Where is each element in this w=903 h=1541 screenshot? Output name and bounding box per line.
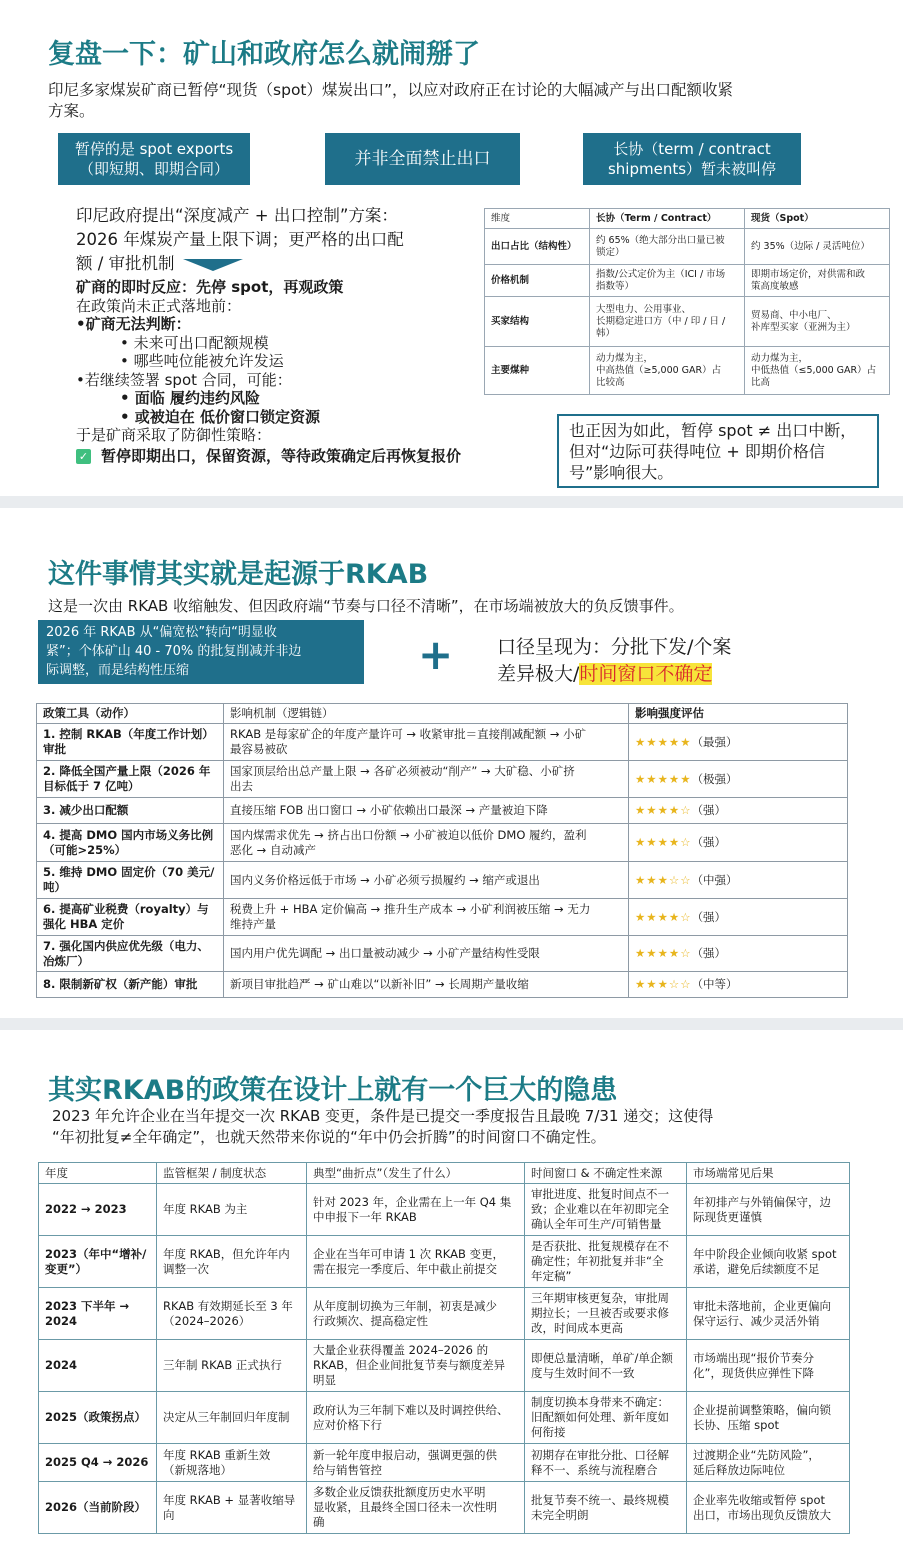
table-cell: 审批未落地前，企业更偏向 保守运行、减少灵活外销 [687,1288,850,1340]
table-row [39,1236,850,1288]
table-cell: 企业在当年可申请 1 次 RKAB 变更， 需在报完一季度后、年中截止前提交 [307,1236,525,1288]
table-cell: 4. 提高 DMO 国内市场义务比例 （可能>25%） [37,824,224,862]
table-row [37,936,848,972]
table-cell: 制度切换本身带来不确定： 旧配额如何处理、新年度如 何衔接 [525,1392,687,1444]
table-cell: 5. 维持 DMO 固定价（70 美元/ 吨） [37,862,224,899]
table-cell: 1. 控制 RKAB（年度工作计划） 审批 [37,724,224,761]
table-row [37,724,848,761]
table-row [39,1482,850,1534]
rkab-timeline-table [38,1162,850,1534]
table-cell: 大量企业获得覆盖 2024–2026 的 RKAB，但企业间批复节奏与额度差异 明显 [307,1340,525,1392]
section-rkab-origin [0,508,903,1018]
star-rating-icon: ★★★☆☆ [635,977,692,991]
table-cell: 市场端出现“报价节奏分 化”，现货供应弹性下降 [687,1340,850,1392]
table-cell: 约 35%（边际 / 灵活吨位） [745,229,890,265]
table-cell: 动力煤为主， 中高热值（≥5,000 GAR）占 比较高 [590,347,745,395]
table-header: 时间窗口 & 不确定性来源 [525,1163,687,1184]
star-rating-icon: ★★★★☆ [635,909,692,924]
table-cell: 年中阶段企业倾向收紧 spot 承诺，避免后续额度不足 [687,1236,850,1288]
down-arrow-icon [183,259,243,271]
table-cell: 贸易商、中小电厂、 补库型买家（亚洲为主） [745,297,890,347]
not-full-ban-box: 并非全面禁止出口 [325,133,520,185]
rating-label: （强） [691,803,727,817]
table-cell: 2025（政策拐点） [39,1392,157,1444]
list-item: • 未来可出口配额规模 [120,333,269,352]
list-item: 2026 年煤炭产量上限下调；更严格的出口配 [76,230,404,249]
table-cell: 三年期审核更复杂，审批周 期拉长；一旦被否或要求修 改，时间成本更高 [525,1288,687,1340]
table-header: 典型“曲折点”（发生了什么） [307,1163,525,1184]
table-header: 年度 [39,1163,157,1184]
table-cell: 多数企业反馈获批额度历史水平明 显收紧，且最终全国口径未一次性明 确 [307,1482,525,1534]
table-cell: 指数/公式定价为主（ICI / 市场 指数等） [590,265,745,297]
star-rating-icon: ★★★★☆ [635,946,692,960]
table-row [37,761,848,798]
table-cell: 出口占比（结构性） [485,229,590,265]
term-vs-spot-table [484,208,890,395]
table-row [37,798,848,824]
table-cell: 年初排产与外销偏保守，边 际现货更谨慎 [687,1184,850,1236]
table-row [37,972,848,998]
term-not-halted-box: 长协（term / contract shipments）暂未被叫停 [583,133,801,185]
table-cell: 过渡期企业“先防风险”， 延后释放边际吨位 [687,1444,850,1482]
table-cell: 审批进度、批复时间点不一 致；企业难以在年初即完全 确认全年可生产/可销售量 [525,1184,687,1236]
table-cell: 针对 2023 年，企业需在上一年 Q4 集 中申报下一年 RKAB [307,1184,525,1236]
table-row [39,1392,850,1444]
table-cell: 新一轮年度申报启动，强调更强的供 给与销售管控 [307,1444,525,1482]
table-header: 影响机制（逻辑链） [224,704,629,724]
rkab-tightening-box: 2026 年 RKAB 从“偏宽松”转向“明显收 紧”；个体矿山 40 - 70% 的批复削减并非边 际调整，而是结构性压缩 [38,620,364,684]
table-cell: 国家顶层给出总产量上限 → 各矿必须被动“削产” → 大矿稳、小矿挤 出去 [224,761,629,798]
table-row [37,824,848,862]
rating-cell [629,761,848,798]
table-header: 市场端常见后果 [687,1163,850,1184]
table-row [485,265,890,297]
intro-text: 这是一次由 RKAB 收缩触发、但因政府端“节奏与口径不清晰”，在市场端被放大的负反馈事件。 [48,597,684,615]
table-row [39,1288,850,1340]
table-cell: RKAB 是每家矿企的年度产量许可 → 收紧审批＝直接削减配额 → 小矿 最容易被砍 [224,724,629,761]
table-cell: 2026（当前阶段） [39,1482,157,1534]
table-cell: 2022 → 2023 [39,1184,157,1236]
table-cell: 三年制 RKAB 正式执行 [157,1340,307,1392]
list-item: 暂停即期出口，保留资源，等待政策确定后再恢复报价 [101,446,462,465]
table-cell: 直接压缩 FOB 出口窗口 → 小矿依赖出口最深 → 产量被迫下降 [224,798,629,824]
table-cell: 2023 下半年 → 2024 [39,1288,157,1340]
rating-cell [629,798,848,824]
list-item: 额 / 审批机制 [76,254,175,273]
table-header: 政策工具（动作） [37,704,224,724]
rating-cell [629,862,848,899]
table-cell: 国内用户优先调配 → 出口量被动减少 → 小矿产量结构性受限 [224,936,629,972]
rating-label: （强） [691,909,727,924]
section-title: 其实RKAB的政策在设计上就有一个巨大的隐患 [48,1075,618,1106]
table-cell: 即便总量清晰，单矿/单企额 度与生效时间不一致 [525,1340,687,1392]
table-row [37,862,848,899]
list-item: • 面临 履约违约风险 [120,389,261,407]
table-header: 现货（Spot） [745,209,890,229]
section-title: 这件事情其实就是起源于RKAB [48,559,429,590]
table-cell: 约 65%（绝大部分出口量已被 锁定） [590,229,745,265]
table-row [39,1340,850,1392]
table-cell: 年度 RKAB，但允许年内 调整一次 [157,1236,307,1288]
list-item: 印尼政府提出“深度减产 + 出口控制”方案： [76,206,398,225]
list-item: •若继续签署 spot 合同，可能： [76,370,292,389]
table-cell: 2. 降低全国产量上限（2026 年 目标低于 7 亿吨） [37,761,224,798]
rating-cell [629,936,848,972]
table-row [485,229,890,265]
list-item: 矿商的即时反应：先停 spot，再观政策 [76,278,344,296]
section-title: 复盘一下：矿山和政府怎么就闹掰了 [48,39,480,70]
caliber-line-2 [497,661,712,688]
checkmark-icon: ✓ [76,449,91,464]
star-rating-icon: ★★★☆☆ [635,872,692,887]
table-row [37,899,848,936]
table-row [485,297,890,347]
table-cell: 新项目审批趋严 → 矿山难以“以新补旧” → 长周期产量收缩 [224,972,629,998]
conclusion-callout: 也正因为如此，暂停 spot ≠ 出口中断， 但对“边际可获得吨位 + 即期价格信 号”影响很大。 [557,414,879,488]
table-header: 影响强度评估 [629,704,848,724]
caliber-line-1: 口径呈现为：分批下发/个案 [497,636,732,658]
policy-tools-table [36,703,848,998]
table-cell: RKAB 有效期延长至 3 年 （2024–2026） [157,1288,307,1340]
rating-cell [629,972,848,998]
table-cell: 初期存在审批分批、口径解 释不一、系统与流程磨合 [525,1444,687,1482]
list-item: • 哪些吨位能被允许发运 [120,352,284,370]
star-rating-icon: ★★★★★ [635,771,692,786]
table-cell: 税费上升 + HBA 定价偏高 → 推升生产成本 → 小矿利润被压缩 → 无力 维持产量 [224,899,629,936]
section-dispute-review [0,0,903,496]
table-cell: 国内煤需求优先 → 挤占出口份额 → 小矿被迫以低价 DMO 履约，盈利 恶化 → 自动减产 [224,824,629,862]
table-cell: 主要煤种 [485,347,590,395]
table-cell: 企业提前调整策略，偏向锁 长协、压缩 spot [687,1392,850,1444]
list-item: 于是矿商采取了防御性策略： [76,426,272,444]
rating-label: （极强） [691,771,738,786]
rating-label: （中等） [691,977,738,991]
caliber-text: 差异极大/ [497,663,580,685]
table-cell: 从年度制切换为三年制，初衷是减少 行政频次、提高稳定性 [307,1288,525,1340]
table-cell: 政府认为三年制下难以及时调控供给、 应对价格下行 [307,1392,525,1444]
spot-paused-box: 暂停的是 spot exports （即短期、即期合同） [58,133,250,185]
table-cell: 年度 RKAB + 显著收缩导 向 [157,1482,307,1534]
table-cell: 年度 RKAB 为主 [157,1184,307,1236]
table-header: 长协（Term / Contract） [590,209,745,229]
table-cell: 3. 减少出口配额 [37,798,224,824]
table-cell: 即期市场定价，对供需和政 策高度敏感 [745,265,890,297]
table-cell: 2025 Q4 → 2026 [39,1444,157,1482]
star-rating-icon: ★★★★☆ [635,803,692,817]
rating-label: （最强） [691,734,738,749]
intro-text: 2023 年允许企业在当年提交一次 RKAB 变更，条件是已提交一季度报告且最晚 7/31 递交；这使得 “年初批复≠全年确定”，也就天然带来你说的“年中仍会折腾”的时间窗口不确定性。 [52,1107,714,1146]
list-item: •矿商无法判断： [76,315,191,333]
table-row [39,1444,850,1482]
table-cell: 8. 限制新矿权（新产能）审批 [37,972,224,998]
highlight-text: 时间窗口不确定 [579,663,713,685]
table-cell: 年度 RKAB 重新生效 （新规落地） [157,1444,307,1482]
plus-icon: + [418,630,454,679]
table-cell: 买家结构 [485,297,590,347]
table-cell: 动力煤为主， 中低热值（≤5,000 GAR）占 比高 [745,347,890,395]
rating-cell [629,724,848,761]
table-cell: 2024 [39,1340,157,1392]
list-item: 在政策尚未正式落地前： [76,296,242,315]
list-item: • 或被迫在 低价窗口锁定资源 [120,407,321,426]
rating-label: （强） [691,835,727,849]
table-row [485,347,890,395]
table-cell: 6. 提高矿业税费（royalty）与 强化 HBA 定价 [37,899,224,936]
table-cell: 大型电力、公用事业、 长期稳定进口方（中 / 印 / 日 / 韩） [590,297,745,347]
intro-text: 印尼多家煤炭矿商已暂停“现货（spot）煤炭出口”，以应对政府正在讨论的大幅减产与出口配额收紧 方案。 [48,81,734,120]
table-cell: 价格机制 [485,265,590,297]
star-rating-icon: ★★★★☆ [635,835,692,849]
rating-cell [629,899,848,936]
table-row [39,1184,850,1236]
table-header: 监管框架 / 制度状态 [157,1163,307,1184]
table-cell: 决定从三年制回归年度制 [157,1392,307,1444]
table-header: 维度 [485,209,590,229]
table-cell: 是否获批、批复规模存在不 确定性；年初批复并非“全 年定稿” [525,1236,687,1288]
rating-cell [629,824,848,862]
table-cell: 企业率先收缩或暂停 spot 出口，市场出现负反馈放大 [687,1482,850,1534]
rating-label: （中强） [691,872,738,887]
rating-label: （强） [691,946,727,960]
table-cell: 国内义务价格远低于市场 → 小矿必须亏损履约 → 缩产或退出 [224,862,629,899]
star-rating-icon: ★★★★★ [635,734,692,749]
reaction-list [76,204,476,467]
table-cell: 7. 强化国内供应优先级（电力、 冶炼厂） [37,936,224,972]
section-rkab-design-risk [0,1030,903,1541]
table-cell: 批复节奏不统一、最终规模 未完全明朗 [525,1482,687,1534]
table-cell: 2023（年中“增补/ 变更”） [39,1236,157,1288]
